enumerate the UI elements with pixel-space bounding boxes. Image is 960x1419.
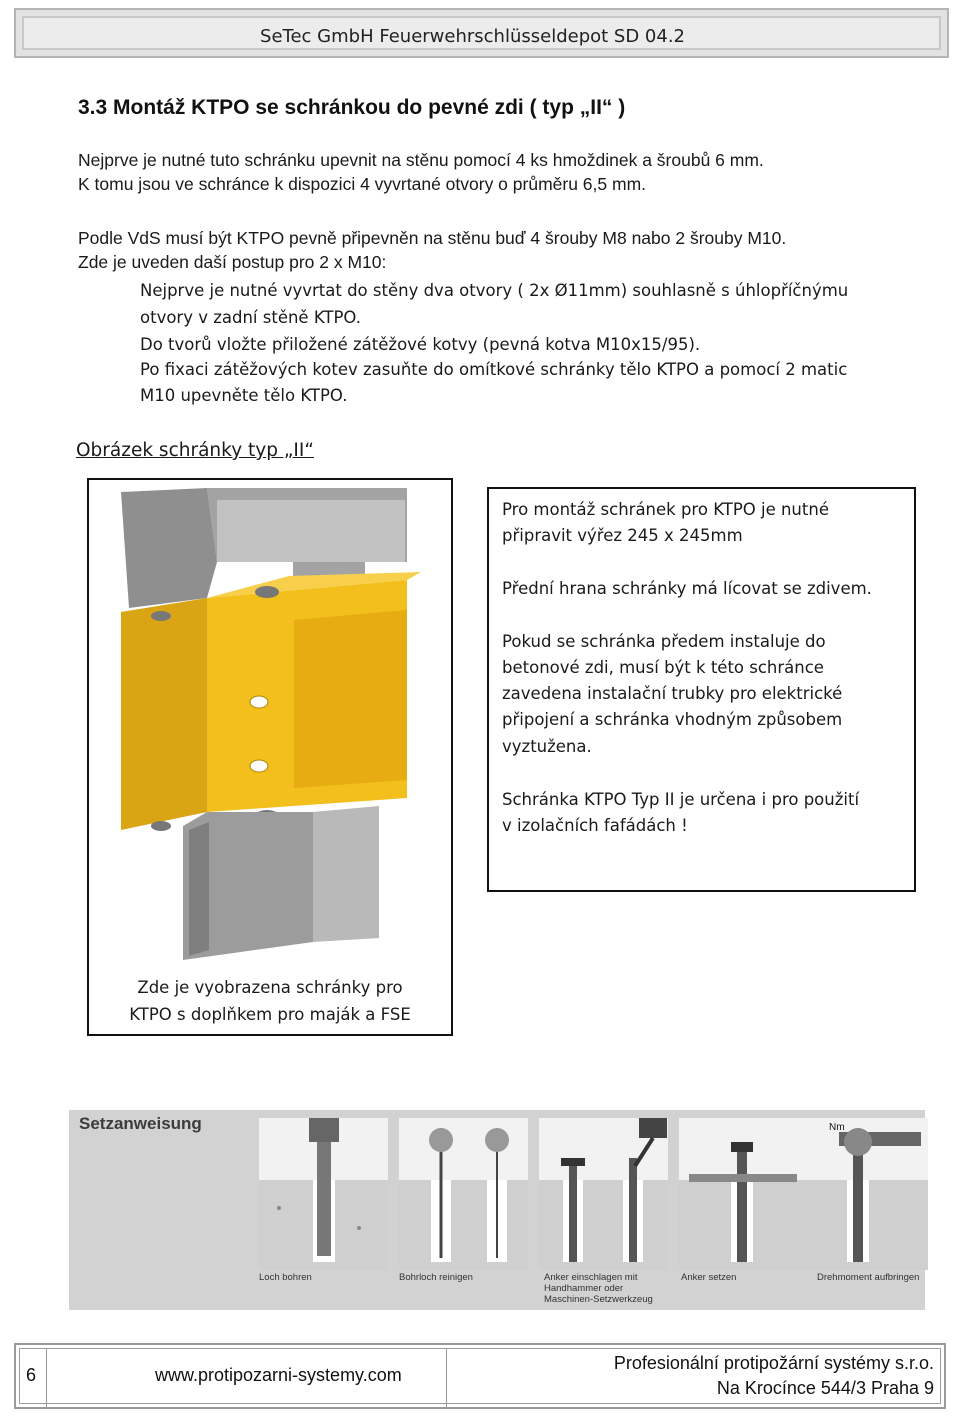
drill-icon <box>259 1118 388 1270</box>
note-4-line-1: Schránka KTPO Typ II je určena i pro použití <box>502 790 860 809</box>
step-label-3-line-2: Handhammer oder <box>544 1283 624 1294</box>
step-line-4: Po fixaci zátěžových kotev zasuňte do omítkové schránky tělo KTPO a pomocí 2 matic <box>140 360 848 379</box>
figure-caption: Obrázek schránky typ „II“ <box>76 440 314 461</box>
step-label-3-line-1: Anker einschlagen mit <box>544 1272 638 1283</box>
note-3-line-3: zavedena instalační trubky pro elektrické <box>502 684 843 703</box>
footer-address: Na Krocínce 544/3 Praha 9 <box>716 1378 934 1398</box>
paragraph-1-line-1: Nejprve je nutné tuto schránku upevnit na stěnu pomocí 4 ks hmoždinek a šroubů 6 mm. <box>78 150 764 170</box>
footer-website: www.protipozarni-systemy.com <box>155 1365 402 1385</box>
step-panel-hammer <box>539 1118 668 1270</box>
step-panel-set <box>679 1118 808 1270</box>
note-3-line-4: připojení a schránka vhodným způsobem <box>502 710 843 729</box>
page-footer <box>14 1343 946 1409</box>
torque-wrench-icon <box>799 1118 928 1270</box>
step-panel-drill <box>259 1118 388 1270</box>
footer-company: Profesionální protipožární systémy s.r.o. <box>613 1353 934 1373</box>
footer-divider-2 <box>446 1349 447 1407</box>
note-1-line-1: Pro montáž schránek pro KTPO je nutné <box>502 500 829 519</box>
box-illustration-frame <box>87 478 453 1036</box>
note-2: Přední hrana schránky má lícovat se zdivem. <box>502 579 872 598</box>
step-panel-torque <box>799 1118 928 1270</box>
footer-divider-1 <box>46 1349 47 1407</box>
paragraph-1-line-2: K tomu jsou ve schránce k dispozici 4 vyvrtané otvory o průměru 6,5 mm. <box>78 174 647 194</box>
step-label-3-line-3: Maschinen-Setzwerkzeug <box>544 1294 653 1305</box>
hammer-icon <box>539 1118 668 1270</box>
note-3-line-2: betonové zdi, musí být k této schránce <box>502 658 824 677</box>
header-title: SeTec GmbH Feuerwehrschlüsseldepot SD 04.2 <box>260 26 685 47</box>
installation-notes-box <box>487 487 916 892</box>
note-3-line-1: Pokud se schránka předem instaluje do <box>502 632 826 651</box>
ktpo-box-illustration <box>89 480 451 960</box>
section-heading: 3.3 Montáž KTPO se schránkou do pevné zdi ( typ „II“ ) <box>78 96 626 119</box>
note-3-line-5: vyztužena. <box>502 737 592 756</box>
image-caption-line-1: Zde je vyobrazena schránky pro <box>137 978 403 997</box>
image-caption-line-2: KTPO s doplňkem pro maják a FSE <box>129 1005 411 1024</box>
paragraph-2-line-1: Podle VdS musí být KTPO pevně připevněn na stěnu buď 4 šrouby M8 nabo 2 šrouby M10. <box>78 228 787 248</box>
step-line-5: M10 upevněte tělo KTPO. <box>140 386 348 405</box>
setzanweisung-title: Setzanweisung <box>79 1114 202 1133</box>
step-label-3 <box>544 1272 653 1305</box>
note-4-line-2: v izolačních fafádách ! <box>502 816 688 835</box>
step-label-2: Bohrloch reinigen <box>399 1272 473 1283</box>
nm-label: Nm <box>829 1122 845 1133</box>
note-1-line-2: připravit výřez 245 x 245mm <box>502 526 743 545</box>
page-number: 6 <box>26 1365 37 1385</box>
brush-icon <box>399 1118 528 1270</box>
page-header <box>14 8 949 58</box>
image-caption <box>89 974 451 1028</box>
step-panel-clean <box>399 1118 528 1270</box>
setzanweisung-strip <box>69 1110 925 1310</box>
paragraph-2-line-2: Zde je uveden daší postup pro 2 x M10: <box>78 252 387 272</box>
step-label-4: Anker setzen <box>681 1272 737 1283</box>
step-label-1: Loch bohren <box>259 1272 312 1283</box>
step-line-1: Nejprve je nutné vyvrtat do stěny dva otvory ( 2x Ø11mm) souhlasně s úhlopříčnýmu <box>140 281 849 300</box>
step-label-5: Drehmoment aufbringen <box>817 1272 920 1283</box>
step-line-3: Do tvorů vložte přiložené zátěžové kotvy (pevná kotva M10x15/95). <box>140 335 701 354</box>
anchor-set-icon <box>679 1118 808 1270</box>
step-line-2: otvory v zadní stěně KTPO. <box>140 308 361 327</box>
